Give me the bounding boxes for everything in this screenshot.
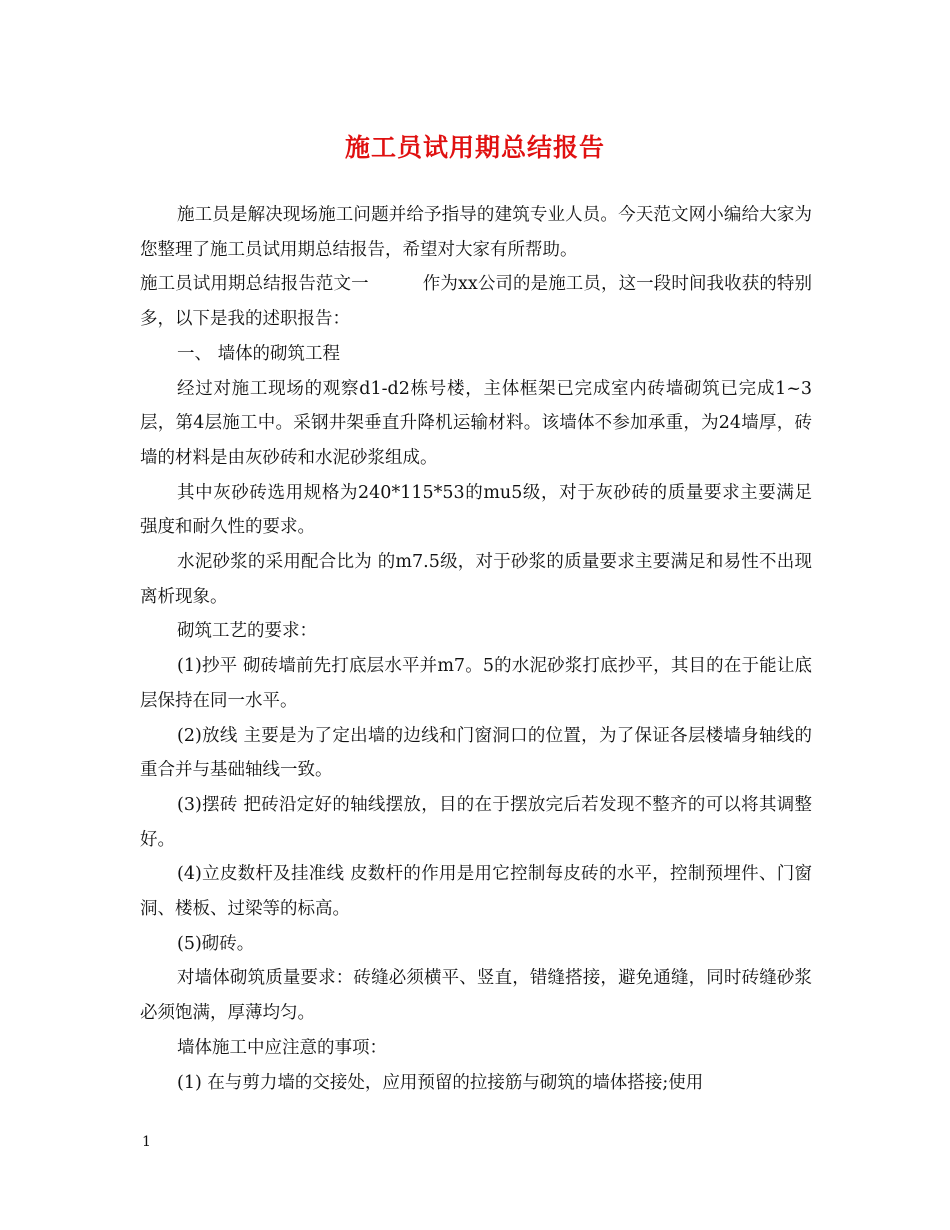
paragraph-brick-spec: 其中灰砂砖选用规格为240*115*53的mu5级，对于灰砂砖的质量要求主要满足强度和耐久性的要求。 <box>140 482 812 538</box>
paragraph-quality: 对墙体砌筑质量要求：砖缝必须横平、竖直，错缝搭接，避免通缝，同时砖缝砂浆必须饱满，厚薄均匀。 <box>140 968 812 1024</box>
list-item-shear-wall: (1) 在与剪力墙的交接处，应用预留的拉接筋与砌筑的墙体搭接;使用 <box>177 1072 704 1093</box>
intro-paragraph: 施工员是解决现场施工问题并给予指导的建筑专业人员。今天范文网小编给大家为您整理了施工员试用期总结报告，希望对大家有所帮助。 <box>140 205 812 260</box>
opening-statement: 作为xx公司的是施工员，这一段时间我收获的特别多，以下是我的述职报告： <box>140 274 812 330</box>
page-number: 1 <box>142 1134 151 1150</box>
section-heading: 一、 墙体的砌筑工程 <box>177 343 341 364</box>
list-item-layout: (2)放线 主要是为了定出墙的边线和门窗洞口的位置，为了保证各层楼墙身轴线的重合并与基础轴线一致。 <box>140 725 812 781</box>
paragraph-process-heading: 砌筑工艺的要求： <box>177 621 317 642</box>
list-item-gauge-rod: (4)立皮数杆及挂准线 皮数杆的作用是用它控制每皮砖的水平，控制预埋件、门窗洞、楼板、过梁等的标高。 <box>140 864 812 920</box>
list-item-bricklaying: (5)砌砖。 <box>177 933 255 954</box>
sample-heading: 施工员试用期总结报告范文一 <box>140 274 369 295</box>
document-body <box>140 198 812 1100</box>
paragraph-mortar-spec: 水泥砂浆的采用配合比为 的m7.5级，对于砂浆的质量要求主要满足和易性不出现离析现象。 <box>140 552 812 607</box>
document-title: 施工员试用期总结报告 <box>344 133 605 162</box>
paragraph-observation: 经过对施工现场的观察d1-d2栋号楼，主体框架已完成室内砖墙砌筑已完成1~3层，第4层施工中。采钢井架垂直升降机运输材料。该墙体不参加承重，为24墙厚，砖墙的材料是由灰砂砖和水泥砂浆组成。 <box>140 378 812 468</box>
list-item-leveling: (1)抄平 砌砖墙前先打底层水平并m7。5的水泥砂浆打底抄平，其目的在于能让底层保持在同一水平。 <box>140 656 812 711</box>
paragraph-precautions-heading: 墙体施工中应注意的事项： <box>177 1037 387 1058</box>
list-item-brick-placing: (3)摆砖 把砖沿定好的轴线摆放，目的在于摆放完后若发现不整齐的可以将其调整好。 <box>140 794 812 850</box>
sample-heading-line <box>140 267 812 336</box>
